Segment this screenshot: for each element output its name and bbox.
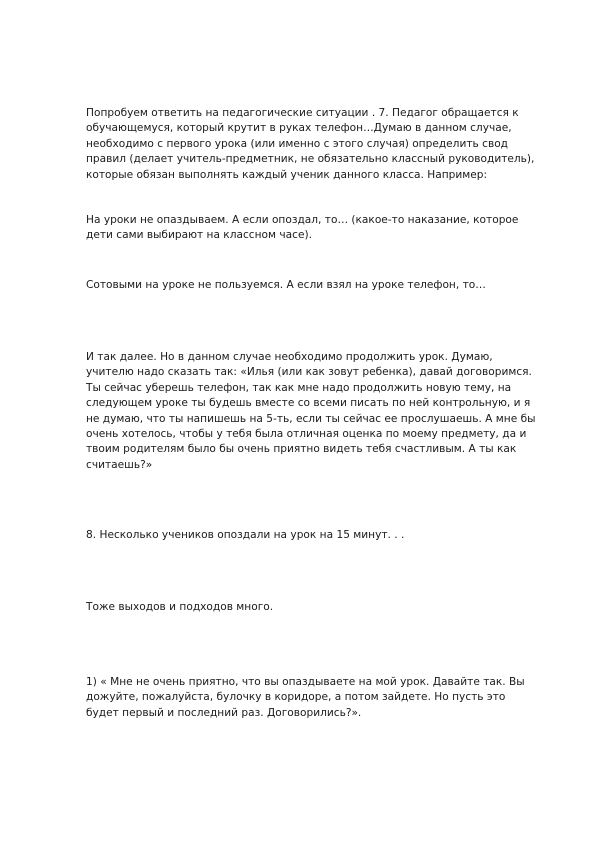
text-line: Ты сейчас уберешь телефон, так как мне надо продолжить новую тему, на: [86, 381, 512, 394]
paragraph-teacher-response: [86, 350, 546, 473]
paragraph-rule-phones: [86, 278, 546, 293]
text-line: 1) « Мне не очень приятно, что вы опаздываете на мой урок. Давайте так. Вы: [86, 676, 525, 688]
paragraph-rule-lateness: [86, 213, 546, 244]
text-line: учителю надо сказать так: «Илья (или как зовут ребенка), давай договоримся.: [86, 366, 532, 379]
paragraph-option-1: [86, 675, 546, 721]
text-line: необходимо с первого урока (или именно с этого случая) определить свод: [86, 137, 508, 150]
text-line: Попробуем ответить на педагогические ситуации . 7. Педагог обращается к: [86, 107, 519, 119]
paragraph-approaches: [86, 600, 546, 615]
text-line: следующем уроке ты будешь вместе со всеми писать по ней контрольную, и я: [86, 397, 531, 410]
text-line: И так далее. Но в данном случае необходимо продолжить урок. Думаю,: [86, 351, 493, 363]
text-line: считаешь?»: [86, 458, 153, 471]
paragraph-situation-8: [86, 528, 546, 543]
text-line: очень хотелось, чтобы у тебя была отличная оценка по моему предмету, да и: [86, 428, 527, 441]
text-line: дожуйте, пожалуйста, булочку в коридоре, а потом зайдете. Но пусть это: [86, 691, 506, 704]
text-line: правил (делает учитель-предметник, не обязательно классный руководитель),: [86, 153, 535, 166]
text-line: твоим родителям было бы очень приятно видеть тебя счастливым. А ты как: [86, 443, 517, 456]
text-line: обучающемуся, который крутит в руках телефон…Думаю в данном случае,: [86, 122, 512, 135]
text-line: не думаю, что ты напишешь на 5-ть, если ты сейчас ее прослушаешь. А мне бы: [86, 412, 536, 425]
text-line: 8. Несколько учеников опоздали на урок на 15 минут. . .: [86, 529, 405, 541]
text-line: Тоже выходов и подходов много.: [86, 601, 274, 613]
text-line: Сотовыми на уроке не пользуемся. А если взял на уроке телефон, то…: [86, 279, 486, 291]
text-line: будет первый и последний раз. Договорились?».: [86, 706, 362, 719]
text-line: На уроки не опаздываем. А если опоздал, то… (какое-то наказание, которое: [86, 214, 519, 226]
text-line: которые обязан выполнять каждый ученик данного класса. Например:: [86, 168, 488, 181]
text-line: дети сами выбирают на классном часе).: [86, 229, 312, 242]
paragraph-situation-7: [86, 106, 546, 183]
